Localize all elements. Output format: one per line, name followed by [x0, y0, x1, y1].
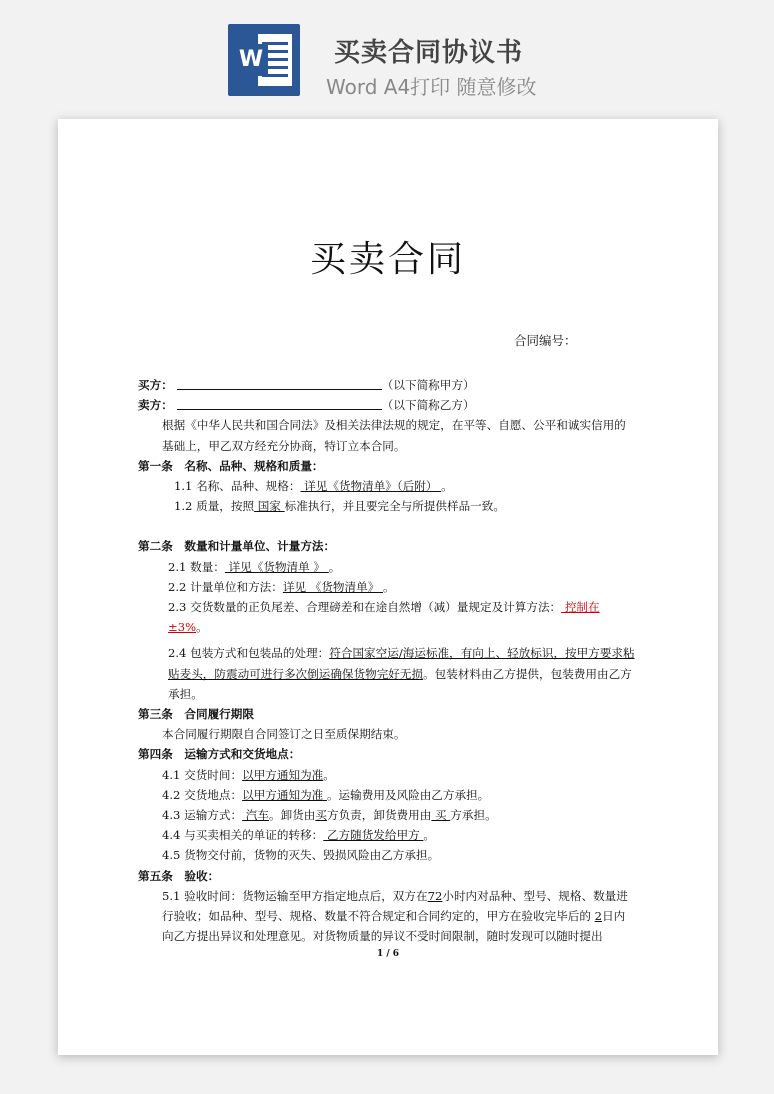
document-page: [58, 119, 718, 1055]
clause-2-3: 2.3 交货数量的正负尾差、合理磅差和在途自然增（减）量规定及计算方法： 控制在±3%。: [168, 600, 600, 635]
article-2-heading: 第二条 数量和计量单位、计量方法：: [138, 539, 336, 554]
page-number: 1 / 6: [376, 949, 400, 959]
clause-3-text: 本合同履行期限自合同签订之日至质保期结束。: [162, 727, 406, 742]
buyer-line: 买方： （以下简称甲方）: [138, 378, 475, 392]
clause-5-1: 5.1 验收时间：货物运输至甲方指定地点后，双方在72小时内对品种、型号、规格、数量进行验收；如品种、型号、规格、数量不符合规定和合同约定的，甲方在验收完毕后的 2日内向乙方提出异议和处理意见。对货物质量的异议不受时间限制，随时发现可以随时提出: [162, 888, 628, 944]
article-4-heading: 第四条 运输方式和交货地点：: [138, 747, 301, 762]
clause-4-2: 4.2 交货地点：以甲方通知为准 。运输费用及风险由乙方承担。: [162, 787, 490, 802]
word-letter-icon: W: [234, 44, 268, 76]
document-title: 买卖合同: [309, 239, 466, 280]
intro-paragraph: 根据《中华人民共和国合同法》及相关法律法规的规定，在平等、自愿、公平和诚实信用的基础上，甲乙双方经充分协商，特订立本合同。: [162, 418, 626, 453]
seller-line: 卖方： （以下简称乙方）: [138, 398, 475, 413]
word-document-icon: [228, 24, 300, 96]
buyer-blank: [177, 377, 382, 390]
article-3-heading: 第三条 合同履行期限: [138, 707, 254, 722]
article-1-heading: 第一条 名称、品种、规格和质量：: [138, 458, 324, 473]
document-body: [138, 375, 636, 946]
clause-2-4: 2.4 包装方式和包装品的处理：符合国家空运/海运标准，有向上、轻放标识，按甲方要求粘贴麦头，防震动可进行多次倒运确保货物完好无损。包装材料由乙方提供，包装费用由乙方承担。: [168, 646, 635, 701]
clause-4-5: 4.5 货物交付前，货物的灭失、毁损风险由乙方承担。: [162, 848, 440, 863]
clause-4-3: 4.3 运输方式： 汽车。卸货由买方负责，卸货费用由 买 方承担。: [162, 808, 497, 823]
banner-subtitle: Word A4打印 随意修改: [326, 75, 537, 99]
seller-blank: [177, 397, 382, 410]
clause-2-2: 2.2 计量单位和方法：详见 《货物清单》 。: [168, 579, 395, 594]
article-5-heading: 第五条 验收：: [138, 868, 220, 883]
header-banner: [0, 0, 774, 110]
clause-1-2: 1.2 质量，按照 国家 标准执行，并且要完全与所提供样品一致。: [174, 499, 505, 514]
clause-4-4: 4.4 与买卖相关的单证的转移： 乙方随货发给甲方 。: [162, 828, 435, 843]
clause-1-1: 1.1 名称、品种、规格： 详见《货物清单》（后附） 。: [174, 479, 453, 494]
clause-4-1: 4.1 交货时间：以甲方通知为准。: [162, 767, 335, 782]
contract-number-label: 合同编号：: [514, 333, 577, 348]
clause-2-1: 2.1 数量： 详见《货物清单 》 。: [168, 559, 341, 574]
banner-title: 买卖合同协议书: [334, 38, 524, 68]
